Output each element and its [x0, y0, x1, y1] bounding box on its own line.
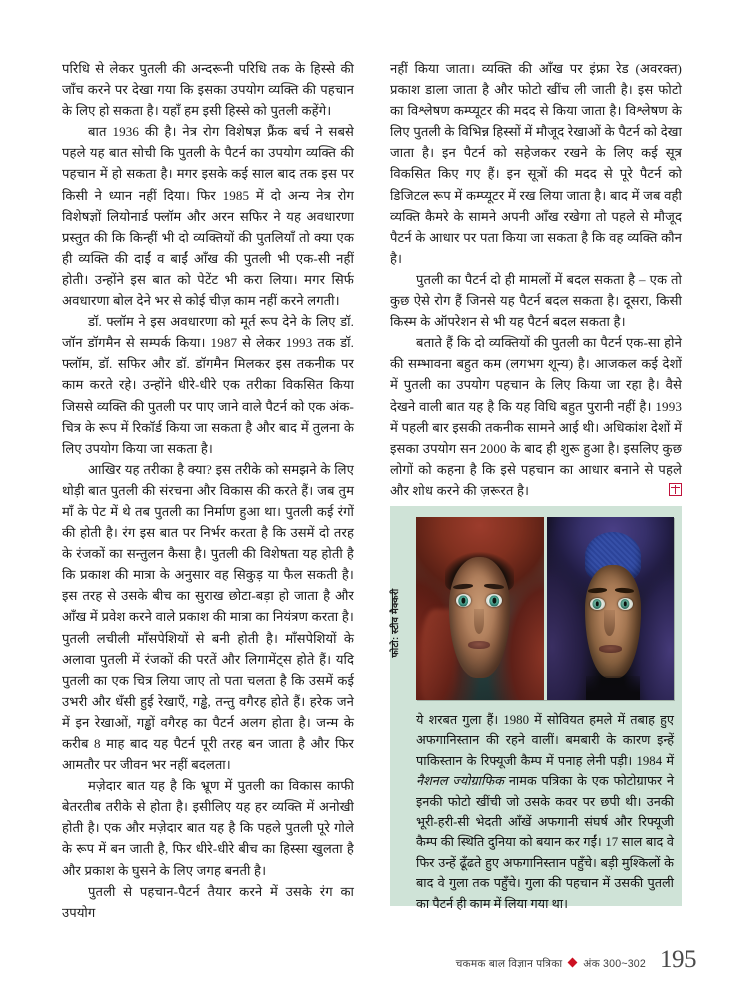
magazine-name: चकमक बाल विज्ञान पत्रिका — [455, 958, 563, 970]
paragraph: परिधि से लेकर पुतली की अन्दरूनी परिधि तक के हिस्से की जाँच करने पर देखा गया कि इसका उपयोग व्यक्ति की पहचान के लिए हो सकता है। यहाँ हम इसी हिस्से को पुतली कहेंगे। — [62, 61, 354, 119]
paragraph: डॉ. फ्लॉम ने इस अवधारणा को मूर्त रूप देने के लिए डॉ. जॉन डॉगमैन से सम्पर्क किया। 1987 से लेकर 1993 तक डॉ. फ्लॉम, डॉ. सफिर और डॉ. डॉगमैन मिलकर इस तकनीक पर काम करते रहे। उन्होंने धीरे-धीरे एक तरीका विकसित किया जिससे व्यक्ति की पुतली पर पाए जाने वाले पैटर्न को एक अंक-चित्र के रूप में रिकॉर्ड किया जा सकता है और बाद में तुलना के लिए उपयोग किया जा सकता है। — [62, 314, 354, 456]
photo-afghan-girl-1984 — [416, 517, 544, 700]
diamond-separator-icon — [568, 958, 578, 968]
page-number: 195 — [660, 946, 696, 973]
iris — [621, 598, 630, 608]
eye-right — [618, 598, 633, 610]
chakmak-endmark-icon — [669, 483, 682, 496]
photo-sharbat-gula-2002 — [547, 517, 675, 700]
paragraph: मज़ेदार बात यह है कि भ्रूण में पुतली का विकास काफी बेतरतीब तरीके से होता है। इसीलिए यह हर व्यक्ति में अनोखी होती है। एक और मज़ेदार बात यह है कि पहले पुतली पूरे गोले के रूप में बन जाती है, फिर धीरे-धीरे बीच का हिस्सा खुलता है और प्रकाश के घुसने के लिए जगह बनती है। — [62, 778, 354, 878]
photo-caption — [416, 710, 674, 914]
left-text-column — [62, 58, 354, 923]
right-text-column — [390, 58, 682, 501]
photo-credit: फोटो: स्टीव मैक्करी — [389, 588, 400, 658]
photo-panel — [389, 506, 682, 911]
paragraph: आखिर यह तरीका है क्या? इस तरीके को समझने के लिए थोड़ी बात पुतली की संरचना और विकास की करते हैं। जब तुम माँ के पेट में थे तब पुतली का निर्माण हुआ था। पुतली कई रंगों की होती है। रंग इस बात पर निर्भर करता है कि उसमें दो तरह के रंजकों का सन्तुलन कैसा है। पुतली की विशेषता यह होती है कि प्रकाश की मात्रा के अनुसार वह सिकुड़ या फैल सकती है। इस तरह से उसके बीच का सुराख छोटा-बड़ा हो जाता है और आँख में प्रवेश करने वाले प्रकाश की मात्रा का नियंत्रण करता है। पुतली लचीली माँसपेशियों से बनी होती है। माँसपेशियों के अलावा पुतली में रंजकों की परतें और लिगामेंट्स होते हैं। यदि पुतली का एक चित्र लिया जाए तो पता चलता है कि उसमें कई उभरी और धँसी हुई रेखाएँ, गड्ढे, तन्तु वगैरह होते हैं। हरेक जने में इन रेखाओं, गड्ढों वगैरह का पैटर्न अलग होता है। जन्म के करीब 8 माह बाद यह पैटर्न पूरी तरह बन जाता है और फिर आमतौर पर जीवन भर नहीं बदलता। — [62, 461, 354, 773]
page-footer — [62, 946, 696, 972]
pupil — [595, 601, 598, 606]
caption-part-1: ये शरबत गुला हैं। 1980 में सोवियत हमले में तबाह हुए अफगानिस्तान की रहने वालीं। बमबारी के कारण इन्हें पाकिस्तान के रिफ्यूजी कैम्प में पनाह लेनी पड़ी। 1984 में — [416, 713, 674, 768]
mouth — [599, 645, 622, 653]
paragraph: पुतली का पैटर्न दो ही मामलों में बदल सकता है – एक तो कुछ ऐसे रोग हैं जिनसे यह पैटर्न बदल सकता है। दूसरा, किसी किस्म के ऑपरेशन से भी यह पैटर्न बदल सकता है। — [390, 271, 682, 330]
paragraph-continues-right: पुतली से पहचान-पैटर्न तैयार करने में उसके रंग का उपयोग — [62, 883, 354, 920]
paragraph: बताते हैं कि दो व्यक्तियों की पुतली का पैटर्न एक-सा होने की सम्भावना बहुत कम (लगभग शून्य) है। आजकल कई देशों में पुतली का उपयोग पहचान के लिए किया जा रहा है। वैसे देखने वाली बात यह है कि यह विधि बहुत पुरानी नहीं है। 1993 में पहली बार इसकी तकनीक सामने आई थी। अधिकांश देशों में इसका उपयोग सन 2000 के बाद ही शुरू हुआ है। इसलिए कुछ लोगों को कहना है कि इसे पहचान का आधार बनाने से पहले और शोध करने की ज़रूरत है। — [390, 335, 682, 498]
pupil — [623, 601, 626, 606]
caption-magazine-name: नैशनल ज्योग्राफिक — [416, 774, 504, 789]
eye-left — [590, 598, 605, 610]
pupil — [462, 598, 466, 604]
paragraph: बात 1936 की है। नेत्र रोग विशेषज्ञ फ्रैंक बर्च ने सबसे पहले यह बात सोची कि पुतली के पैटर्न का उपयोग व्यक्ति की पहचान में हो सकता है। मगर इसके कई साल बाद तक इस पर किसी ने ध्यान नहीं दिया। फिर 1985 में दो अन्य नेत्र रोग विशेषज्ञों लियोनार्ड फ्लॉम और अरन सफिर ने यह अवधारणा प्रस्तुत की कि किन्हीं भी दो व्यक्तियों की पुतलियाँ तो क्या एक ही व्यक्ति की दाईं व बाईं आँख की पुतली भी एक-सी नहीं होती। उन्होंने इस बात को पेटेंट भी करा लिया। मगर सिर्फ अवधारणा बोल देने भर से कोई चीज़ काम नहीं करने लगती। — [62, 124, 354, 309]
iris — [489, 595, 499, 606]
issue-number: अंक 300~302 — [583, 958, 646, 970]
iris — [459, 595, 469, 606]
paragraph: नहीं किया जाता। व्यक्ति की आँख पर इंफ्रा रेड (अवरक्त) प्रकाश डाला जाता है और फोटो खींच ली जाती है। इस फोटो का विश्लेषण कम्प्यूटर की मदद से किया जाता है। विश्लेषण के लिए पुतली के विभिन्न हिस्सों में मौजूद रेखाओं के पैटर्न को देखा जाता है। इन पैटर्न को सहेजकर रखने के लिए कई सूत्र विकसित किए गए हैं। इन सूत्रों की मदद से पूरे पैटर्न को डिजिटल रूप में कम्प्यूटर में रख लिया जाता है। बाद में जब वही व्यक्ति कैमरे के सामने अपनी आँख रखेगा तो पहले से मौजूद पैटर्न के आधार पर पता किया जा सकता है कि वह व्यक्ति कौन है। — [390, 61, 682, 266]
caption-part-2: नामक पत्रिका के एक फोटोग्राफर ने इनकी फोटो खींची जो उसके कवर पर छपी थी। उनकी भूरी-हरी-सी भेदती आँखें अफगानी संघर्ष और रिफ्यूजी कैम्प की स्थिति दुनिया को बयान कर गईं। 17 साल बाद वे फिर उन्हें ढूँढते हुए अफगानिस्तान पहुँचे। बड़ी मुश्किलों के बाद वे गुला तक पहुँचे। गुला की पहचान में उसकी पुतली का पैटर्न ही काम में लिया गया था। — [416, 774, 674, 911]
black-garment — [586, 676, 640, 700]
iris — [593, 598, 602, 608]
photo-pair — [416, 517, 674, 700]
pupil — [492, 598, 496, 604]
